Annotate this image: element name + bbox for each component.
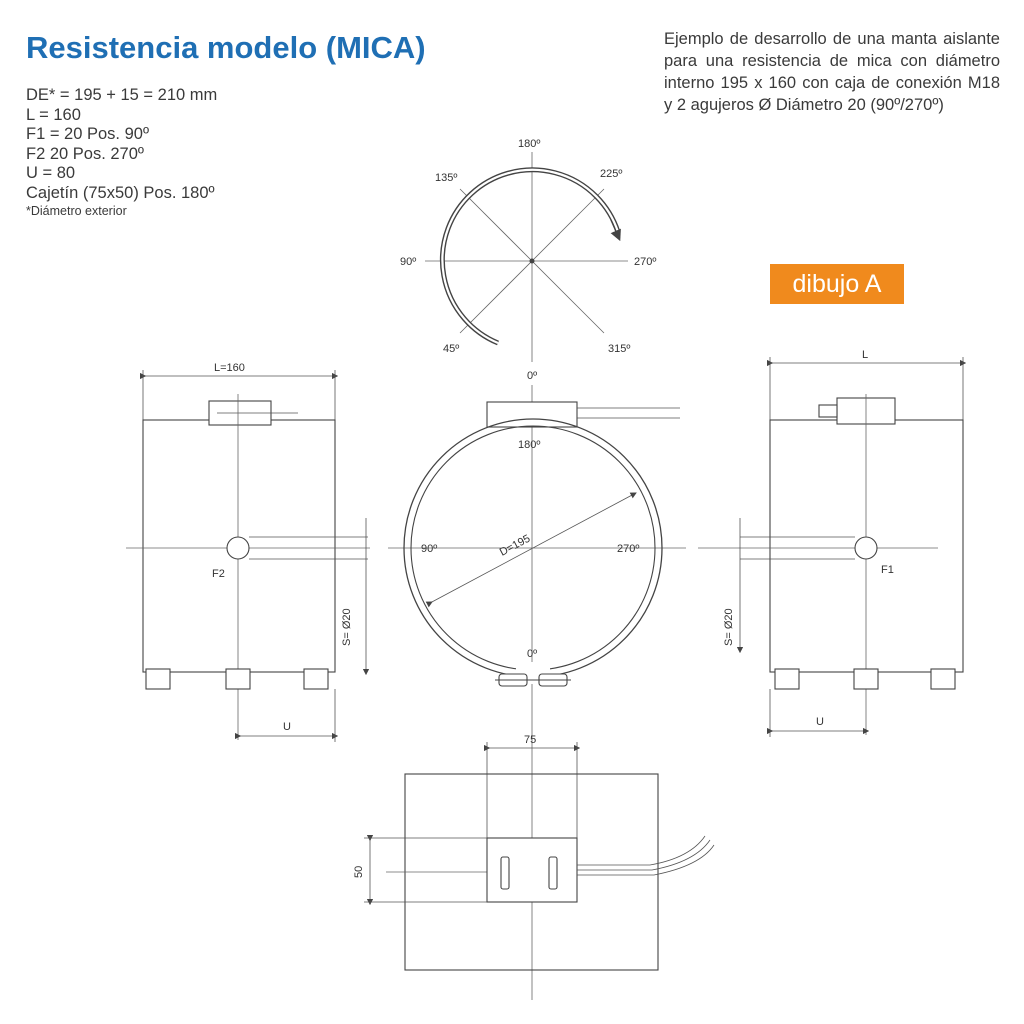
clamp-right-1 (775, 669, 799, 689)
spec-length: L = 160 (26, 105, 81, 124)
left-side-view (126, 362, 370, 742)
dim-label-s-right: S= Ø20 (723, 608, 735, 646)
hole-f2 (227, 537, 249, 559)
dim-label-l: L (862, 349, 869, 361)
heater-arc-inner (442, 170, 618, 343)
ring-view (388, 370, 686, 1000)
flat-box-slot-right (549, 857, 557, 889)
angle-label-270: 270º (634, 256, 657, 268)
drawing-badge: dibujo A (770, 264, 904, 304)
spec-note: *Diámetro exterior (26, 204, 127, 218)
ring-label-0-bottom: 0º (527, 648, 538, 660)
dim-label-50: 50 (353, 865, 365, 878)
clamp-right-2 (854, 669, 878, 689)
angle-label-90: 90º (400, 256, 417, 268)
spec-f1: F1 = 20 Pos. 90º (26, 125, 149, 143)
label-f1: F1 (881, 564, 894, 576)
flat-cable-3 (577, 845, 714, 875)
angle-label-225: 225º (600, 168, 623, 180)
angle-label-315: 315º (608, 343, 631, 355)
ring-label-90: 90º (421, 543, 438, 555)
flat-box-slot-left (501, 857, 509, 889)
clamp-left-3 (304, 669, 328, 689)
ring-label-0-top: 0º (527, 370, 538, 382)
dim-label-s-left: S= Ø20 (341, 608, 353, 646)
angle-diagram (400, 138, 656, 362)
ring-label-270: 270º (617, 543, 640, 555)
angle-label-135: 135º (435, 172, 458, 184)
spec-diameter: DE* = 195 + 15 = 210 mm (26, 86, 218, 104)
angle-label-45: 45º (443, 343, 460, 355)
flat-cable-1 (577, 836, 705, 865)
right-view-cable-gland (819, 405, 837, 417)
dim-label-diameter: D=195 (497, 532, 533, 559)
dim-label-u-left: U (283, 721, 291, 733)
spec-u: U = 80 (26, 164, 76, 182)
spec-f2: F2 20 Pos. 270º (26, 144, 144, 163)
hole-f1 (855, 537, 877, 559)
flat-cable-2 (577, 840, 710, 870)
label-f2: F2 (212, 568, 225, 580)
description: Ejemplo de desarrollo de una manta aislante para una resistencia de mica con diámetro interno 195 x 160 con caja de conexión M18 y 2 agujeros Ø Diámetro 20 (90º/270º) (664, 30, 1000, 114)
angle-center (530, 259, 535, 264)
dim-label-l160: L=160 (214, 362, 245, 374)
dim-label-75: 75 (524, 734, 537, 746)
clamp-left-2 (226, 669, 250, 689)
flat-view (353, 734, 714, 970)
clamp-right-3 (931, 669, 955, 689)
right-side-view (698, 349, 963, 737)
clamp-left-1 (146, 669, 170, 689)
dim-label-u-right: U (816, 716, 824, 728)
angle-label-180: 180º (518, 138, 541, 150)
page-title: Resistencia modelo (MICA) (26, 30, 426, 65)
ring-label-180: 180º (518, 439, 541, 451)
spec-box: Cajetín (75x50) Pos. 180º (26, 183, 215, 202)
